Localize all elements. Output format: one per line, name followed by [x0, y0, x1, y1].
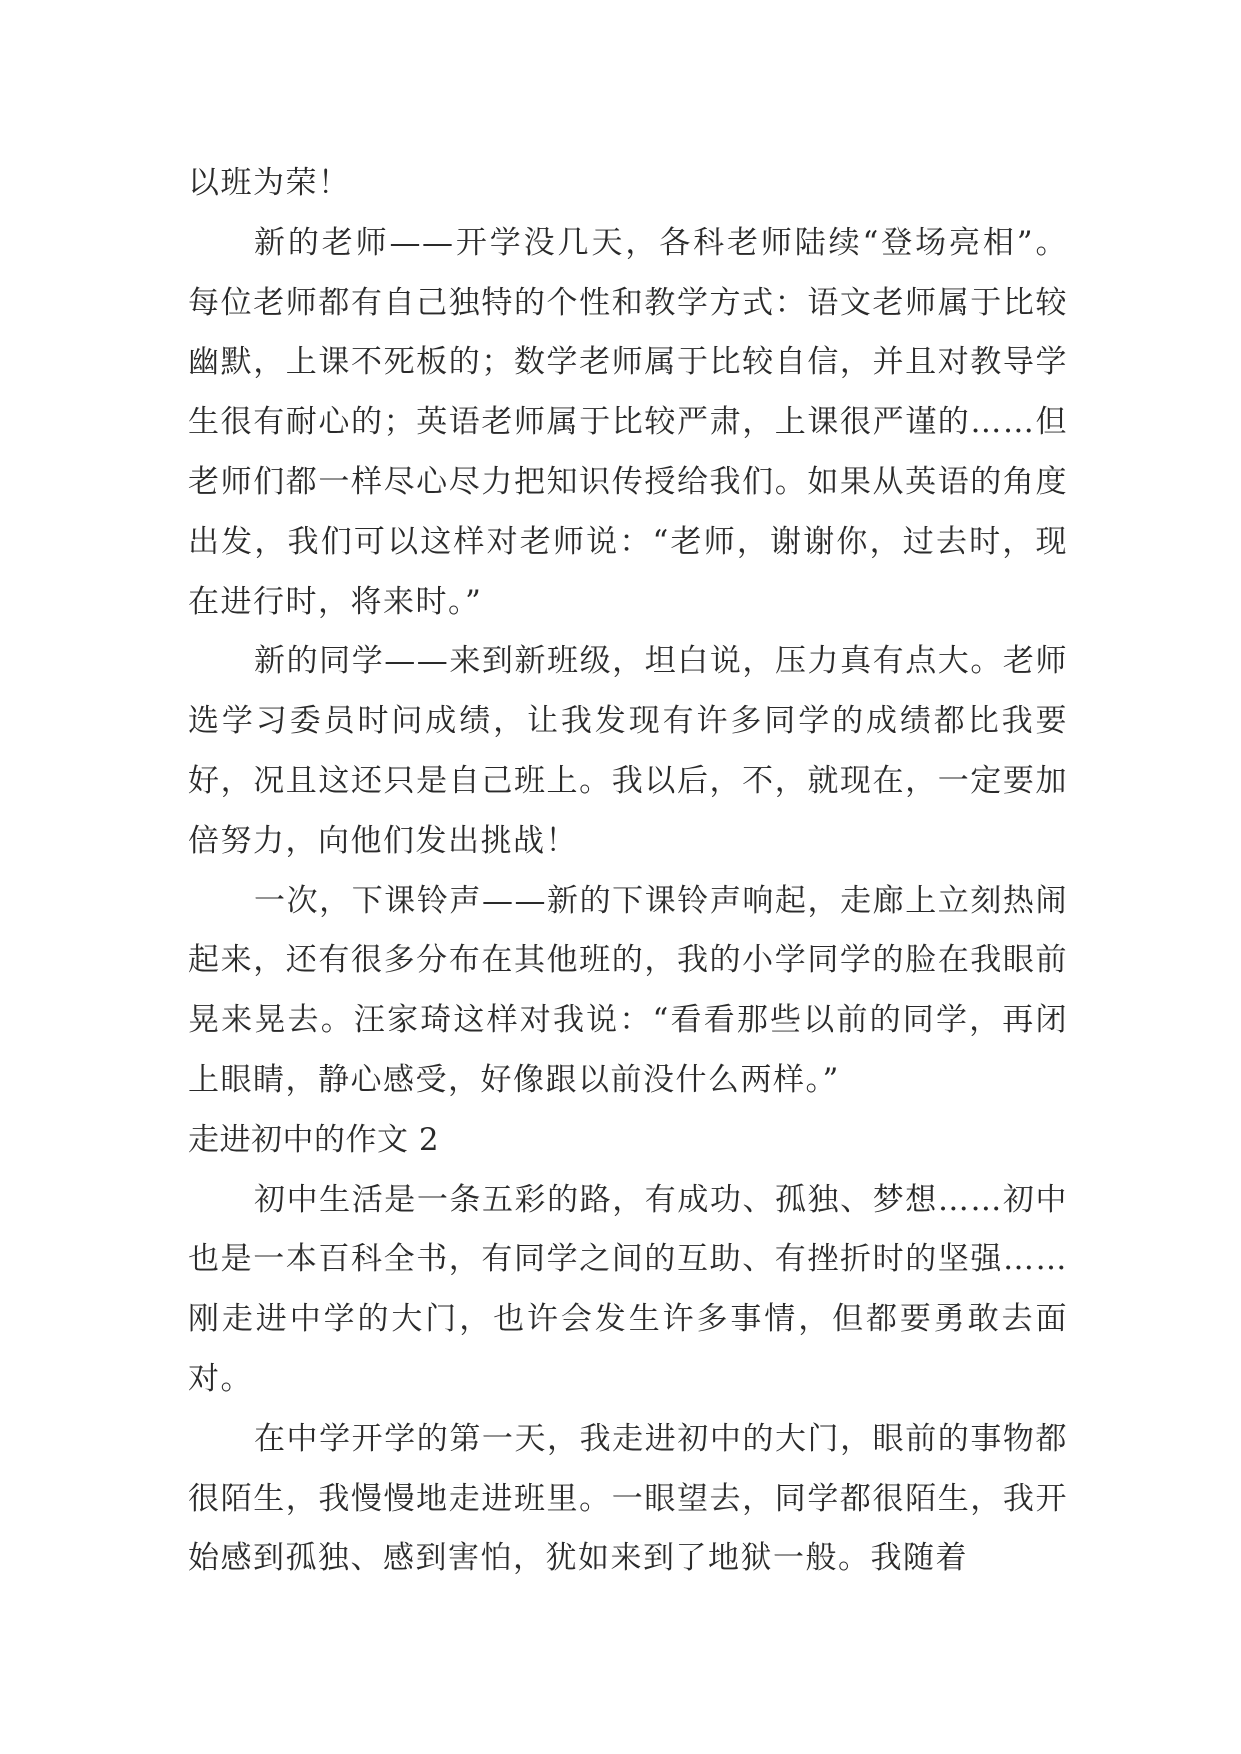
- paragraph-continued: 以班为荣！: [188, 165, 351, 201]
- paragraph-new-teachers: 新的老师——开学没几天，各科老师陆续“登场亮相”。每位老师都有自己独特的个性和教学方式：语文老师属于比较幽默，上课不死板的；数学老师属于比较自信，并且对教导学生很有耐心的；英语老师属于比较严肃，上课很严谨的……但老师们都一样尽心尽力把知识传授给我们。如果从英语的角度出发，我们可以这样对老师说：“老师，谢谢你，过去时，现在进行时，将来时。”: [188, 224, 1068, 620]
- paragraph-class-bell: 一次，下课铃声——新的下课铃声响起，走廊上立刻热闹起来，还有很多分布在其他班的，我的小学同学的脸在我眼前晃来晃去。汪家琦这样对我说：“看看那些以前的同学，再闭上眼睛，静心感受，好像跟以前没什么两样。”: [188, 882, 1068, 1098]
- paragraph-first-day: 在中学开学的第一天，我走进初中的大门，眼前的事物都很陌生，我慢慢地走进班里。一眼望去，同学都很陌生，我开始感到孤独、感到害怕，犹如来到了地狱一般。我随着: [188, 1420, 1068, 1577]
- document-body: [188, 154, 1068, 1589]
- paragraph-middle-school-life: 初中生活是一条五彩的路，有成功、孤独、梦想……初中也是一本百科全书，有同学之间的互助、有挫折时的坚强……刚走进中学的大门，也许会发生许多事情，但都要勇敢去面对。: [188, 1181, 1068, 1397]
- essay-title: 走进初中的作文 2: [188, 1121, 440, 1158]
- paragraph-new-classmates: 新的同学——来到新班级，坦白说，压力真有点大。老师选学习委员时问成绩，让我发现有许多同学的成绩都比我要好，况且这还只是自己班上。我以后，不，就现在，一定要加倍努力，向他们发出挑战！: [188, 643, 1068, 859]
